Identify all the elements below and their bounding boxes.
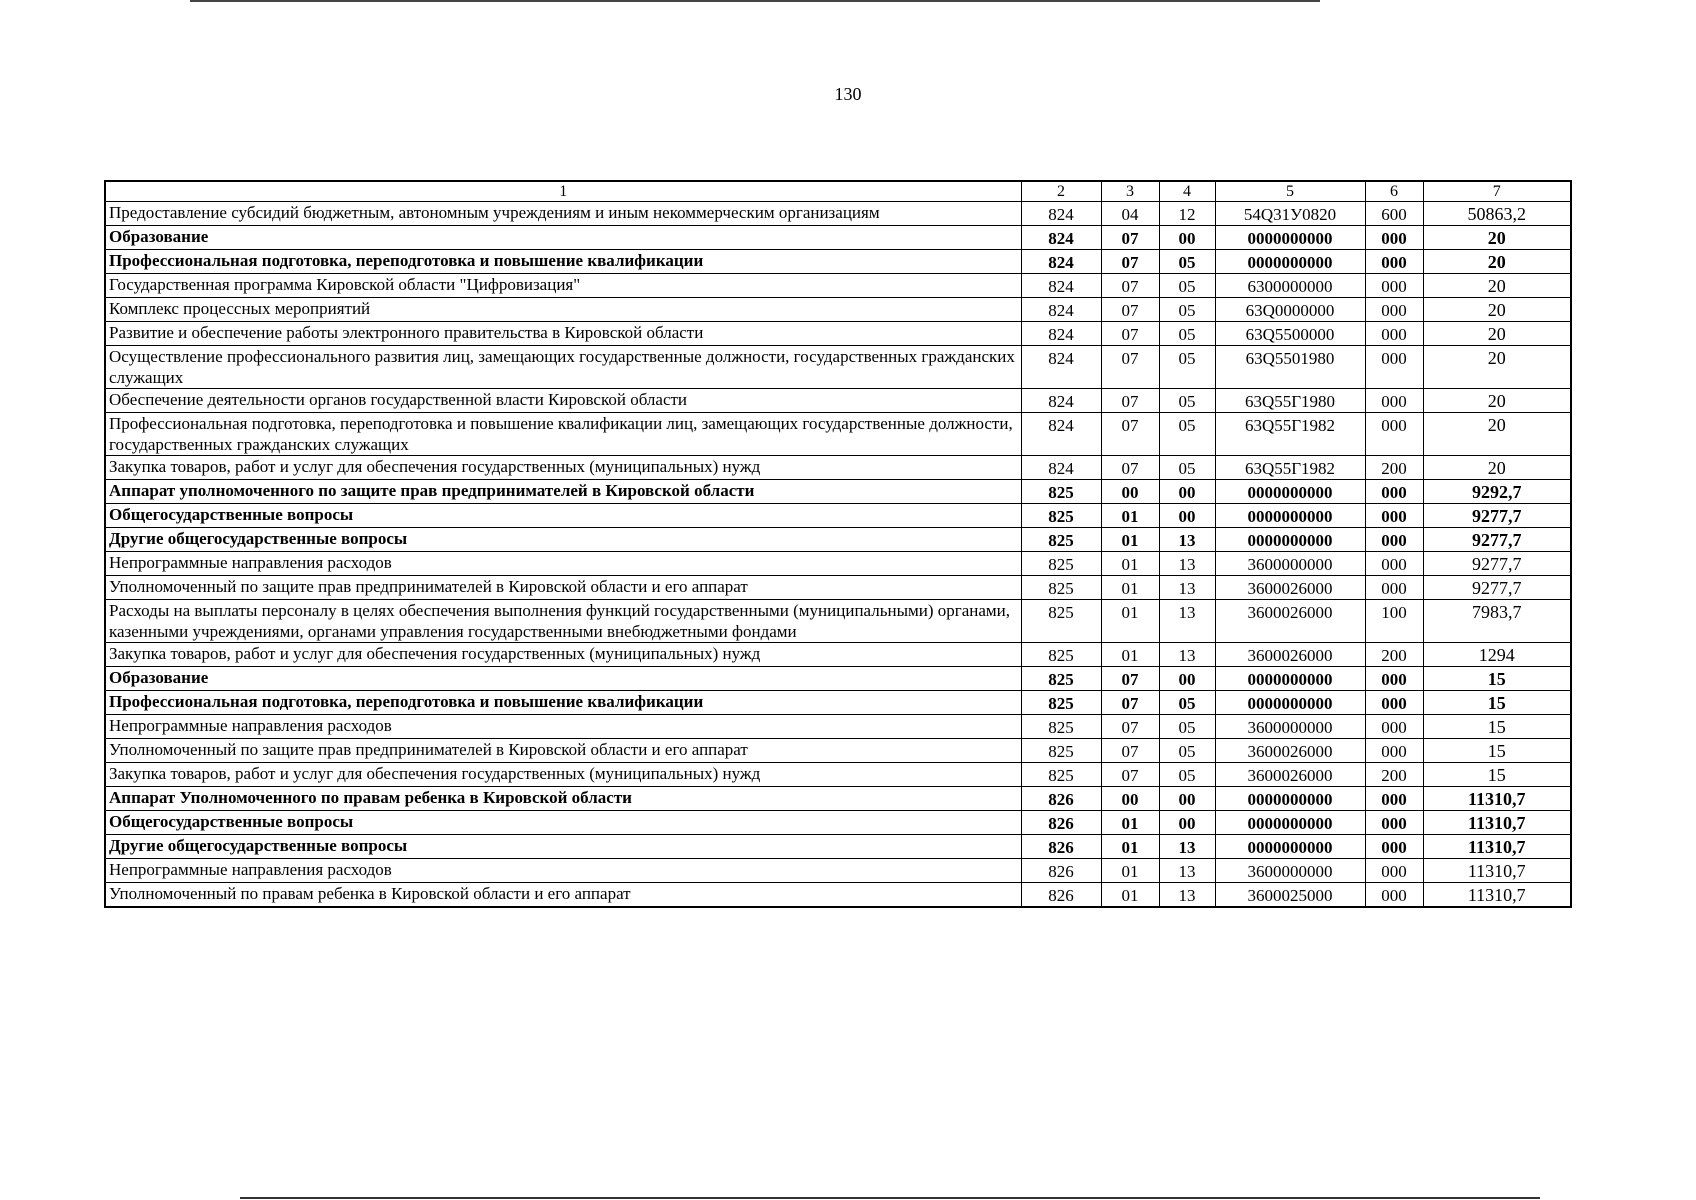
cell-amount: 11310,7 — [1423, 859, 1571, 883]
cell-section: 07 — [1101, 298, 1159, 322]
cell-expense-type: 200 — [1365, 643, 1423, 667]
cell-expense-type: 000 — [1365, 787, 1423, 811]
cell-name: Расходы на выплаты персоналу в целях обеспечения выполнения функций государственными (муниципальными) органами, казенными учреждениями, органами управления государственными внебюджетными фондами — [105, 600, 1021, 643]
cell-expense-type: 000 — [1365, 576, 1423, 600]
cell-subsection: 13 — [1159, 528, 1215, 552]
cell-target-article: 0000000000 — [1215, 504, 1365, 528]
cell-expense-type: 000 — [1365, 667, 1423, 691]
cell-expense-type: 000 — [1365, 739, 1423, 763]
table-row — [105, 739, 1571, 763]
cell-target-article: 0000000000 — [1215, 250, 1365, 274]
cell-target-article: 6300000000 — [1215, 274, 1365, 298]
cell-amount: 11310,7 — [1423, 787, 1571, 811]
cell-expense-type: 000 — [1365, 226, 1423, 250]
cell-target-article: 63Q0000000 — [1215, 298, 1365, 322]
cell-target-article: 3600026000 — [1215, 600, 1365, 643]
cell-grbs: 825 — [1021, 528, 1101, 552]
cell-target-article: 0000000000 — [1215, 835, 1365, 859]
cell-section: 07 — [1101, 715, 1159, 739]
cell-name: Осуществление профессионального развития лиц, замещающих государственные должности, государственных гражданских служащих — [105, 346, 1021, 389]
cell-name: Уполномоченный по защите прав предпринимателей в Кировской области и его аппарат — [105, 576, 1021, 600]
cell-section: 01 — [1101, 859, 1159, 883]
cell-section: 07 — [1101, 274, 1159, 298]
cell-target-article: 3600000000 — [1215, 715, 1365, 739]
cell-target-article: 0000000000 — [1215, 691, 1365, 715]
cell-subsection: 05 — [1159, 456, 1215, 480]
scan-edge-bottom — [240, 1197, 1540, 1199]
header-col-4: 4 — [1159, 181, 1215, 202]
cell-name: Профессиональная подготовка, переподготовка и повышение квалификации — [105, 691, 1021, 715]
cell-target-article: 63Q5501980 — [1215, 346, 1365, 389]
cell-amount: 15 — [1423, 715, 1571, 739]
cell-grbs: 825 — [1021, 480, 1101, 504]
cell-name: Непрограммные направления расходов — [105, 552, 1021, 576]
cell-amount: 15 — [1423, 691, 1571, 715]
cell-section: 07 — [1101, 322, 1159, 346]
cell-amount: 50863,2 — [1423, 202, 1571, 226]
table-row — [105, 667, 1571, 691]
table-row — [105, 883, 1571, 908]
cell-subsection: 00 — [1159, 811, 1215, 835]
cell-grbs: 826 — [1021, 883, 1101, 908]
cell-expense-type: 000 — [1365, 859, 1423, 883]
cell-amount: 20 — [1423, 389, 1571, 413]
cell-name: Образование — [105, 226, 1021, 250]
cell-amount: 11310,7 — [1423, 835, 1571, 859]
table-row — [105, 202, 1571, 226]
table-row — [105, 528, 1571, 552]
header-col-3: 3 — [1101, 181, 1159, 202]
cell-amount: 15 — [1423, 763, 1571, 787]
cell-section: 01 — [1101, 600, 1159, 643]
cell-grbs: 825 — [1021, 715, 1101, 739]
cell-amount: 9277,7 — [1423, 552, 1571, 576]
table-row — [105, 600, 1571, 643]
cell-name: Непрограммные направления расходов — [105, 715, 1021, 739]
cell-name: Аппарат уполномоченного по защите прав предпринимателей в Кировской области — [105, 480, 1021, 504]
scan-edge-top — [190, 0, 1320, 2]
cell-target-article: 0000000000 — [1215, 811, 1365, 835]
cell-expense-type: 000 — [1365, 883, 1423, 908]
cell-name: Другие общегосударственные вопросы — [105, 528, 1021, 552]
cell-name: Аппарат Уполномоченного по правам ребенка в Кировской области — [105, 787, 1021, 811]
cell-section: 07 — [1101, 691, 1159, 715]
cell-name: Профессиональная подготовка, переподготовка и повышение квалификации лиц, замещающих государственные должности, государственных гражданских служащих — [105, 413, 1021, 456]
cell-target-article: 0000000000 — [1215, 787, 1365, 811]
table-row — [105, 456, 1571, 480]
cell-grbs: 824 — [1021, 202, 1101, 226]
header-col-6: 6 — [1365, 181, 1423, 202]
header-row — [105, 181, 1571, 202]
cell-amount: 20 — [1423, 456, 1571, 480]
cell-target-article: 3600025000 — [1215, 883, 1365, 908]
cell-name: Уполномоченный по правам ребенка в Кировской области и его аппарат — [105, 883, 1021, 908]
cell-grbs: 824 — [1021, 226, 1101, 250]
cell-subsection: 05 — [1159, 413, 1215, 456]
cell-amount: 20 — [1423, 226, 1571, 250]
cell-target-article: 54Q31У0820 — [1215, 202, 1365, 226]
cell-name: Предоставление субсидий бюджетным, автономным учреждениям и иным некоммерческим организациям — [105, 202, 1021, 226]
cell-section: 07 — [1101, 250, 1159, 274]
cell-expense-type: 000 — [1365, 298, 1423, 322]
cell-name: Закупка товаров, работ и услуг для обеспечения государственных (муниципальных) нужд — [105, 763, 1021, 787]
cell-subsection: 05 — [1159, 691, 1215, 715]
cell-subsection: 00 — [1159, 226, 1215, 250]
cell-grbs: 825 — [1021, 763, 1101, 787]
cell-grbs: 826 — [1021, 787, 1101, 811]
cell-grbs: 825 — [1021, 691, 1101, 715]
cell-grbs: 825 — [1021, 504, 1101, 528]
table-row — [105, 274, 1571, 298]
cell-expense-type: 000 — [1365, 835, 1423, 859]
cell-target-article: 3600000000 — [1215, 859, 1365, 883]
page-number: 130 — [834, 84, 862, 104]
cell-expense-type: 000 — [1365, 250, 1423, 274]
cell-amount: 7983,7 — [1423, 600, 1571, 643]
cell-section: 07 — [1101, 226, 1159, 250]
cell-amount: 9277,7 — [1423, 576, 1571, 600]
cell-target-article: 63Q55Г1982 — [1215, 456, 1365, 480]
cell-subsection: 05 — [1159, 739, 1215, 763]
cell-expense-type: 200 — [1365, 763, 1423, 787]
cell-name: Закупка товаров, работ и услуг для обеспечения государственных (муниципальных) нужд — [105, 456, 1021, 480]
cell-name: Общегосударственные вопросы — [105, 811, 1021, 835]
cell-section: 00 — [1101, 787, 1159, 811]
cell-section: 07 — [1101, 667, 1159, 691]
cell-subsection: 13 — [1159, 859, 1215, 883]
cell-target-article: 3600026000 — [1215, 739, 1365, 763]
cell-target-article: 3600026000 — [1215, 643, 1365, 667]
header-col-1: 1 — [105, 181, 1021, 202]
cell-amount: 20 — [1423, 346, 1571, 389]
table-body — [105, 202, 1571, 908]
cell-name: Развитие и обеспечение работы электронного правительства в Кировской области — [105, 322, 1021, 346]
cell-amount: 9292,7 — [1423, 480, 1571, 504]
cell-expense-type: 000 — [1365, 389, 1423, 413]
cell-expense-type: 000 — [1365, 528, 1423, 552]
cell-section: 01 — [1101, 504, 1159, 528]
cell-section: 07 — [1101, 763, 1159, 787]
cell-subsection: 13 — [1159, 835, 1215, 859]
cell-section: 01 — [1101, 552, 1159, 576]
cell-name: Уполномоченный по защите прав предпринимателей в Кировской области и его аппарат — [105, 739, 1021, 763]
cell-amount: 11310,7 — [1423, 883, 1571, 908]
cell-expense-type: 600 — [1365, 202, 1423, 226]
cell-subsection: 13 — [1159, 600, 1215, 643]
table-row — [105, 298, 1571, 322]
cell-amount: 1294 — [1423, 643, 1571, 667]
cell-grbs: 825 — [1021, 643, 1101, 667]
cell-subsection: 13 — [1159, 883, 1215, 908]
cell-subsection: 00 — [1159, 480, 1215, 504]
cell-target-article: 3600026000 — [1215, 576, 1365, 600]
cell-subsection: 12 — [1159, 202, 1215, 226]
cell-expense-type: 000 — [1365, 504, 1423, 528]
cell-expense-type: 000 — [1365, 346, 1423, 389]
cell-name: Обеспечение деятельности органов государственной власти Кировской области — [105, 389, 1021, 413]
cell-grbs: 825 — [1021, 667, 1101, 691]
table-row — [105, 787, 1571, 811]
cell-subsection: 05 — [1159, 389, 1215, 413]
table-row — [105, 346, 1571, 389]
cell-subsection: 05 — [1159, 298, 1215, 322]
cell-name: Общегосударственные вопросы — [105, 504, 1021, 528]
cell-grbs: 825 — [1021, 739, 1101, 763]
cell-section: 07 — [1101, 413, 1159, 456]
cell-amount: 9277,7 — [1423, 528, 1571, 552]
cell-amount: 15 — [1423, 667, 1571, 691]
cell-grbs: 824 — [1021, 250, 1101, 274]
cell-section: 01 — [1101, 528, 1159, 552]
table-row — [105, 715, 1571, 739]
cell-expense-type: 000 — [1365, 413, 1423, 456]
cell-amount: 20 — [1423, 250, 1571, 274]
table-row — [105, 226, 1571, 250]
cell-grbs: 826 — [1021, 835, 1101, 859]
cell-section: 07 — [1101, 456, 1159, 480]
cell-grbs: 825 — [1021, 600, 1101, 643]
cell-target-article: 0000000000 — [1215, 528, 1365, 552]
table-row — [105, 576, 1571, 600]
table-row — [105, 480, 1571, 504]
cell-grbs: 824 — [1021, 456, 1101, 480]
cell-target-article: 3600000000 — [1215, 552, 1365, 576]
cell-amount: 15 — [1423, 739, 1571, 763]
cell-subsection: 13 — [1159, 552, 1215, 576]
cell-grbs: 825 — [1021, 576, 1101, 600]
table-row — [105, 811, 1571, 835]
cell-subsection: 05 — [1159, 322, 1215, 346]
cell-subsection: 05 — [1159, 715, 1215, 739]
cell-subsection: 00 — [1159, 667, 1215, 691]
cell-amount: 20 — [1423, 298, 1571, 322]
cell-section: 00 — [1101, 480, 1159, 504]
cell-expense-type: 200 — [1365, 456, 1423, 480]
cell-subsection: 00 — [1159, 504, 1215, 528]
cell-target-article: 63Q55Г1982 — [1215, 413, 1365, 456]
cell-expense-type: 000 — [1365, 322, 1423, 346]
table-row — [105, 643, 1571, 667]
cell-grbs: 826 — [1021, 859, 1101, 883]
cell-target-article: 3600026000 — [1215, 763, 1365, 787]
cell-expense-type: 000 — [1365, 811, 1423, 835]
cell-expense-type: 000 — [1365, 691, 1423, 715]
cell-section: 01 — [1101, 576, 1159, 600]
cell-section: 01 — [1101, 835, 1159, 859]
cell-section: 01 — [1101, 643, 1159, 667]
cell-section: 01 — [1101, 811, 1159, 835]
cell-section: 07 — [1101, 389, 1159, 413]
cell-grbs: 824 — [1021, 322, 1101, 346]
header-col-5: 5 — [1215, 181, 1365, 202]
cell-subsection: 00 — [1159, 787, 1215, 811]
cell-amount: 20 — [1423, 274, 1571, 298]
cell-grbs: 825 — [1021, 552, 1101, 576]
cell-target-article: 63Q55Г1980 — [1215, 389, 1365, 413]
cell-target-article: 0000000000 — [1215, 226, 1365, 250]
cell-name: Образование — [105, 667, 1021, 691]
cell-amount: 20 — [1423, 322, 1571, 346]
cell-grbs: 824 — [1021, 346, 1101, 389]
table-row — [105, 835, 1571, 859]
table-row — [105, 859, 1571, 883]
table-row — [105, 322, 1571, 346]
cell-subsection: 05 — [1159, 763, 1215, 787]
cell-expense-type: 100 — [1365, 600, 1423, 643]
cell-name: Комплекс процессных мероприятий — [105, 298, 1021, 322]
cell-expense-type: 000 — [1365, 480, 1423, 504]
cell-grbs: 824 — [1021, 298, 1101, 322]
cell-section: 07 — [1101, 739, 1159, 763]
cell-section: 01 — [1101, 883, 1159, 908]
cell-amount: 9277,7 — [1423, 504, 1571, 528]
cell-grbs: 824 — [1021, 274, 1101, 298]
header-col-2: 2 — [1021, 181, 1101, 202]
header-col-7: 7 — [1423, 181, 1571, 202]
table-row — [105, 763, 1571, 787]
cell-grbs: 824 — [1021, 413, 1101, 456]
table-row — [105, 413, 1571, 456]
cell-expense-type: 000 — [1365, 552, 1423, 576]
table-row — [105, 691, 1571, 715]
cell-expense-type: 000 — [1365, 274, 1423, 298]
cell-name: Профессиональная подготовка, переподготовка и повышение квалификации — [105, 250, 1021, 274]
cell-name: Непрограммные направления расходов — [105, 859, 1021, 883]
cell-name: Другие общегосударственные вопросы — [105, 835, 1021, 859]
cell-subsection: 05 — [1159, 274, 1215, 298]
cell-section: 04 — [1101, 202, 1159, 226]
table-row — [105, 389, 1571, 413]
cell-grbs: 826 — [1021, 811, 1101, 835]
table-row — [105, 552, 1571, 576]
cell-grbs: 824 — [1021, 389, 1101, 413]
cell-amount: 11310,7 — [1423, 811, 1571, 835]
cell-subsection: 05 — [1159, 250, 1215, 274]
cell-subsection: 05 — [1159, 346, 1215, 389]
table-row — [105, 250, 1571, 274]
cell-amount: 20 — [1423, 413, 1571, 456]
cell-target-article: 63Q5500000 — [1215, 322, 1365, 346]
cell-subsection: 13 — [1159, 576, 1215, 600]
cell-target-article: 0000000000 — [1215, 480, 1365, 504]
cell-subsection: 13 — [1159, 643, 1215, 667]
cell-section: 07 — [1101, 346, 1159, 389]
cell-name: Закупка товаров, работ и услуг для обеспечения государственных (муниципальных) нужд — [105, 643, 1021, 667]
table-row — [105, 504, 1571, 528]
cell-target-article: 0000000000 — [1215, 667, 1365, 691]
budget-table — [104, 180, 1572, 908]
cell-name: Государственная программа Кировской области "Цифровизация" — [105, 274, 1021, 298]
cell-expense-type: 000 — [1365, 715, 1423, 739]
